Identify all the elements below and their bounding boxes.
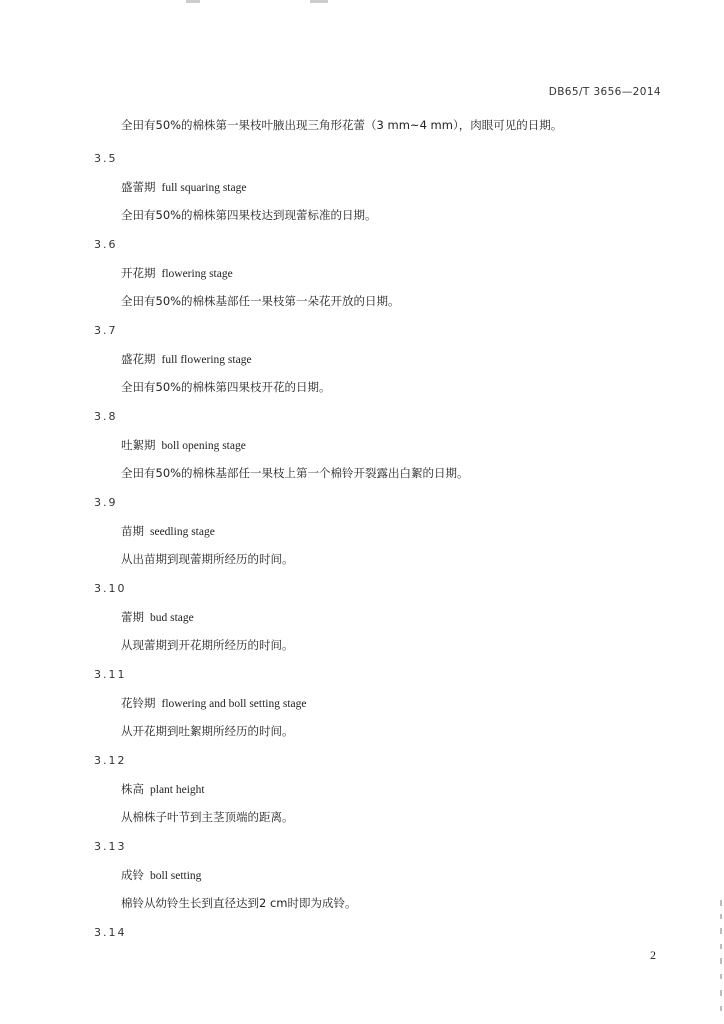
scan-artifact	[720, 900, 722, 906]
term-english: plant height	[150, 784, 205, 796]
term-heading	[121, 523, 215, 539]
intro-definition-line: 全田有50%的棉株第一果枝叶腋出现三角形花蕾（3 mm~4 mm），肉眼可见的日期。	[121, 118, 563, 132]
term-english: bud stage	[150, 612, 194, 624]
term-chinese: 吐絮期	[121, 438, 156, 452]
clause-number: 3.10	[94, 582, 127, 595]
term-english: full flowering stage	[161, 354, 252, 366]
term-heading	[121, 781, 205, 797]
clause-number: 3.14	[94, 926, 127, 939]
clause-number: 3.9	[94, 496, 118, 509]
term-chinese: 盛花期	[121, 352, 156, 366]
term-english: flowering and boll setting stage	[161, 698, 307, 710]
scan-artifact	[720, 944, 722, 949]
term-definition: 从开花期到吐絮期所经历的时间。	[121, 724, 294, 738]
document-code-header: DB65/T 3656—2014	[548, 86, 661, 98]
term-heading	[121, 179, 246, 195]
term-chinese: 盛蕾期	[121, 180, 156, 194]
scan-artifact	[720, 958, 722, 964]
term-chinese: 苗期	[121, 524, 144, 538]
term-definition: 从现蕾期到开花期所经历的时间。	[121, 638, 294, 652]
clause-number: 3.6	[94, 238, 118, 251]
term-chinese: 株高	[121, 782, 144, 796]
term-definition: 全田有50%的棉株基部任一果枝第一朵花开放的日期。	[121, 294, 400, 308]
clause-number: 3.12	[94, 754, 127, 767]
clause-number: 3.5	[94, 152, 118, 165]
term-chinese: 成铃	[121, 868, 144, 882]
term-heading	[121, 265, 233, 281]
term-chinese: 开花期	[121, 266, 156, 280]
term-english: boll opening stage	[161, 440, 246, 452]
term-english: flowering stage	[161, 268, 233, 280]
clause-number: 3.13	[94, 840, 127, 853]
scan-artifact	[186, 0, 200, 3]
scan-artifact	[310, 0, 328, 3]
term-heading	[121, 351, 252, 367]
term-heading	[121, 437, 246, 453]
term-definition: 从棉株子叶节到主茎顶端的距离。	[121, 810, 294, 824]
term-heading	[121, 867, 201, 883]
scan-artifact	[720, 1006, 722, 1011]
scan-artifact	[720, 990, 722, 996]
term-definition: 全田有50%的棉株第四果枝开花的日期。	[121, 380, 331, 394]
page-number: 2	[650, 948, 656, 962]
term-chinese: 花铃期	[121, 696, 156, 710]
term-english: boll setting	[150, 870, 202, 882]
scan-artifact	[720, 914, 722, 919]
term-english: full squaring stage	[161, 182, 247, 194]
term-definition: 全田有50%的棉株基部任一果枝上第一个棉铃开裂露出白絮的日期。	[121, 466, 469, 480]
clause-number: 3.8	[94, 410, 118, 423]
clause-number: 3.11	[94, 668, 127, 681]
term-chinese: 蕾期	[121, 610, 144, 624]
scan-artifact	[720, 928, 722, 934]
term-definition: 从出苗期到现蕾期所经历的时间。	[121, 552, 294, 566]
clause-number: 3.7	[94, 324, 118, 337]
term-definition: 棉铃从幼铃生长到直径达到2 cm时即为成铃。	[121, 896, 357, 910]
term-heading	[121, 609, 194, 625]
term-english: seedling stage	[150, 526, 215, 538]
term-heading	[121, 695, 307, 711]
scan-artifact	[720, 974, 722, 979]
term-definition: 全田有50%的棉株第四果枝达到现蕾标准的日期。	[121, 208, 377, 222]
